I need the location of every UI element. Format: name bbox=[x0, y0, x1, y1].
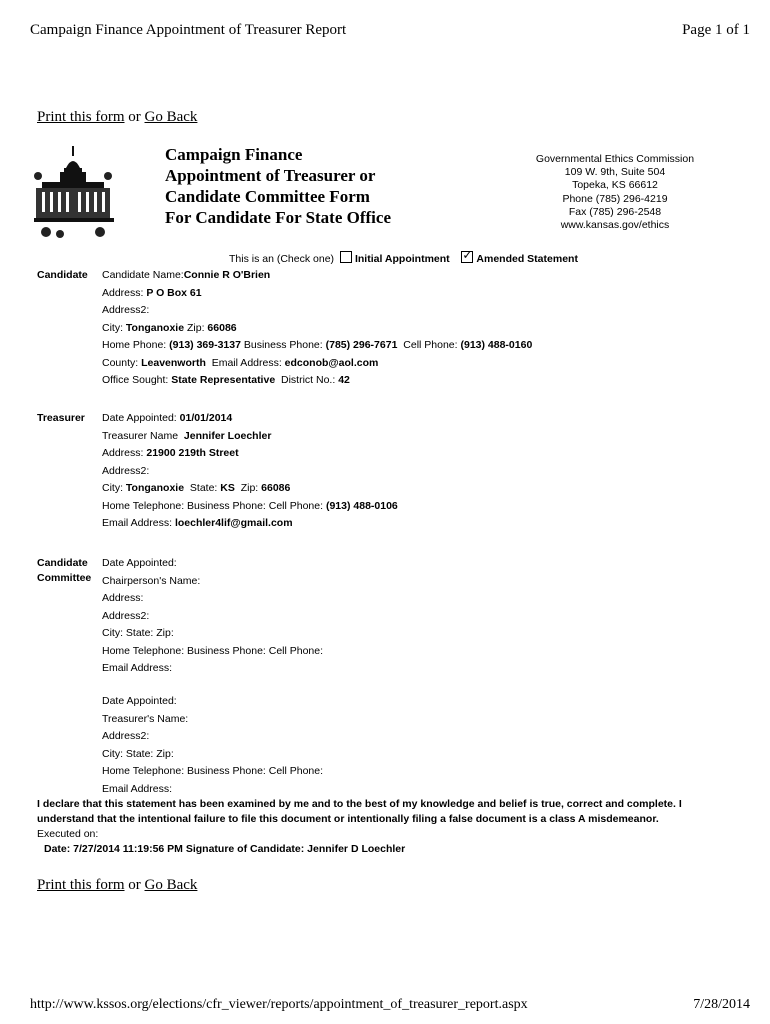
treasurer-date-row bbox=[102, 410, 398, 428]
treasurer-email-row bbox=[102, 515, 398, 533]
label: Zip: bbox=[240, 482, 259, 494]
kansas-capitol-seal-logo bbox=[30, 146, 118, 242]
treasurer-section bbox=[102, 410, 398, 533]
execution-date-signature: Date: 7/27/2014 11:19:56 PM Signature of Candidate: Jennifer D Loechler bbox=[44, 843, 406, 855]
or-text: or bbox=[124, 109, 145, 125]
treasurer-cell-phone-value: (913) 488-0106 bbox=[325, 499, 398, 512]
label: Home Telephone: Business Phone: Cell Phone: bbox=[102, 499, 324, 512]
form-title-line: For Candidate For State Office bbox=[165, 208, 391, 227]
committee-date-row: Date Appointed: bbox=[102, 557, 177, 569]
committee-csz-row: City: State: Zip: bbox=[102, 627, 174, 639]
label: County: bbox=[102, 356, 139, 369]
committee-section-label bbox=[37, 556, 91, 586]
label: Email Address: bbox=[211, 356, 282, 369]
label: Committee bbox=[37, 572, 92, 584]
declaration-line: I declare that this statement has been examined by me and to the best of my knowledge and belief is true, correct and complete. I bbox=[37, 798, 682, 810]
agency-address-1: 109 W. 9th, Suite 504 bbox=[564, 166, 666, 179]
label: City: bbox=[102, 321, 123, 334]
candidate-email-value: edconob@aol.com bbox=[284, 356, 379, 369]
initial-appointment-checkbox[interactable] bbox=[340, 251, 352, 263]
label: Candidate bbox=[37, 557, 88, 569]
label: Treasurer Name bbox=[102, 429, 179, 442]
top-nav bbox=[37, 109, 197, 126]
candidate-address-row bbox=[102, 285, 532, 303]
footer-url: http://www.kssos.org/elections/cfr_viewer/reports/appointment_of_treasurer_report.aspx bbox=[30, 997, 528, 1012]
candidate-section bbox=[102, 267, 532, 390]
committee-treasurer-csz-row: City: State: Zip: bbox=[102, 747, 174, 760]
committee-phone-row: Home Telephone: Business Phone: Cell Phone: bbox=[102, 644, 324, 657]
agency-name: Governmental Ethics Commission bbox=[535, 153, 695, 165]
treasurer-city-value: Tonganoxie bbox=[125, 482, 185, 494]
label: Address: bbox=[102, 447, 144, 459]
committee-chair-row: Chairperson's Name: bbox=[102, 574, 201, 587]
agency-address-2: Topeka, KS 66612 bbox=[572, 179, 658, 192]
committee-treasurer-address2-row: Address2: bbox=[102, 730, 150, 742]
form-title-line: Campaign Finance bbox=[165, 145, 303, 164]
treasurer-email-value: loechler4lif@gmail.com bbox=[174, 517, 293, 529]
or-text: or bbox=[124, 877, 145, 893]
statement-type-line bbox=[229, 251, 578, 269]
form-title bbox=[165, 144, 391, 228]
label: Zip: bbox=[186, 321, 205, 334]
label: Address2: bbox=[102, 464, 150, 477]
amended-statement-label: Amended Statement bbox=[476, 253, 578, 265]
label: City: bbox=[102, 482, 123, 494]
treasurer-address-row bbox=[102, 445, 398, 463]
label: Office Sought: bbox=[102, 374, 169, 386]
committee-address-row: Address: bbox=[102, 592, 144, 604]
candidate-county-row bbox=[102, 355, 532, 373]
candidate-name-value: Connie R O'Brien bbox=[183, 269, 271, 281]
candidate-section-label: Candidate bbox=[37, 269, 88, 281]
candidate-address-value: P O Box 61 bbox=[146, 286, 202, 299]
treasurer-section-label: Treasurer bbox=[37, 412, 85, 424]
candidate-office-value: State Representative bbox=[171, 374, 276, 386]
candidate-zip-value: 66086 bbox=[207, 321, 237, 334]
candidate-business-phone-value: (785) 296-7671 bbox=[325, 339, 398, 351]
treasurer-address2-row bbox=[102, 463, 398, 481]
go-back-link[interactable]: Go Back bbox=[144, 877, 198, 893]
label: Address2: bbox=[102, 304, 150, 316]
candidate-phone-row bbox=[102, 337, 532, 355]
committee-treasurer-phone-row: Home Telephone: Business Phone: Cell Phone: bbox=[102, 765, 324, 777]
print-form-link[interactable]: Print this form bbox=[37, 109, 125, 125]
treasurer-name-row bbox=[102, 428, 398, 446]
check-prefix: This is an (Check one) bbox=[229, 253, 335, 265]
treasurer-city-row bbox=[102, 480, 398, 498]
declaration-block bbox=[37, 797, 682, 857]
agency-fax: Fax (785) 296-2548 bbox=[568, 205, 662, 218]
label: District No.: bbox=[281, 374, 336, 386]
label: Email Address: bbox=[102, 517, 173, 529]
candidate-home-phone-value: (913) 369-3137 bbox=[169, 339, 241, 351]
label: Business Phone: bbox=[243, 339, 323, 351]
declaration-line: understand that the intentional failure to file this document or intentionally filing a false document is a class A misdemeanor. bbox=[37, 813, 659, 825]
label: Cell Phone: bbox=[403, 339, 458, 351]
candidate-district-value: 42 bbox=[338, 374, 350, 386]
treasurer-state-value: KS bbox=[220, 482, 235, 494]
bottom-nav bbox=[37, 877, 197, 894]
treasurer-address-value: 21900 219th Street bbox=[146, 447, 239, 459]
candidate-cell-phone-value: (913) 488-0160 bbox=[460, 339, 533, 351]
agency-phone: Phone (785) 296-4219 bbox=[562, 192, 668, 205]
candidate-name-row bbox=[102, 267, 532, 285]
treasurer-name-value: Jennifer Loechler bbox=[183, 429, 272, 442]
label: Address: bbox=[102, 286, 144, 299]
label: Date Appointed: bbox=[102, 412, 177, 424]
agency-contact-block bbox=[530, 153, 700, 232]
candidate-county-value: Leavenworth bbox=[141, 356, 206, 369]
committee-treasurer-section bbox=[102, 693, 323, 798]
form-title-line: Candidate Committee Form bbox=[165, 187, 370, 206]
treasurer-zip-value: 66086 bbox=[261, 482, 291, 494]
label: State: bbox=[189, 482, 218, 494]
page-indicator: Page 1 of 1 bbox=[682, 22, 750, 38]
committee-address2-row: Address2: bbox=[102, 609, 150, 622]
label: Home Phone: bbox=[102, 339, 167, 351]
committee-treasurer-name-row: Treasurer's Name: bbox=[102, 712, 189, 725]
committee-section bbox=[102, 555, 323, 678]
treasurer-date-value: 01/01/2014 bbox=[179, 412, 233, 424]
agency-website: www.kansas.gov/ethics bbox=[560, 219, 670, 232]
committee-treasurer-date-row: Date Appointed: bbox=[102, 695, 177, 707]
report-header-title: Campaign Finance Appointment of Treasurer Report bbox=[30, 22, 347, 38]
candidate-address2-row bbox=[102, 302, 532, 320]
footer-date: 7/28/2014 bbox=[693, 997, 750, 1012]
committee-email-row: Email Address: bbox=[102, 662, 173, 674]
candidate-city-value: Tonganoxie bbox=[125, 321, 185, 334]
candidate-office-row bbox=[102, 372, 532, 390]
executed-on-label: Executed on: bbox=[37, 828, 99, 840]
amended-statement-checkbox[interactable] bbox=[461, 251, 473, 263]
label: Candidate Name: bbox=[102, 269, 184, 281]
candidate-city-row bbox=[102, 320, 532, 338]
form-title-line: Appointment of Treasurer or bbox=[165, 166, 376, 185]
go-back-link[interactable]: Go Back bbox=[144, 109, 198, 125]
initial-appointment-label: Initial Appointment bbox=[354, 253, 450, 265]
print-form-link[interactable]: Print this form bbox=[37, 877, 125, 893]
committee-treasurer-email-row: Email Address: bbox=[102, 782, 173, 795]
treasurer-phone-row bbox=[102, 498, 398, 516]
